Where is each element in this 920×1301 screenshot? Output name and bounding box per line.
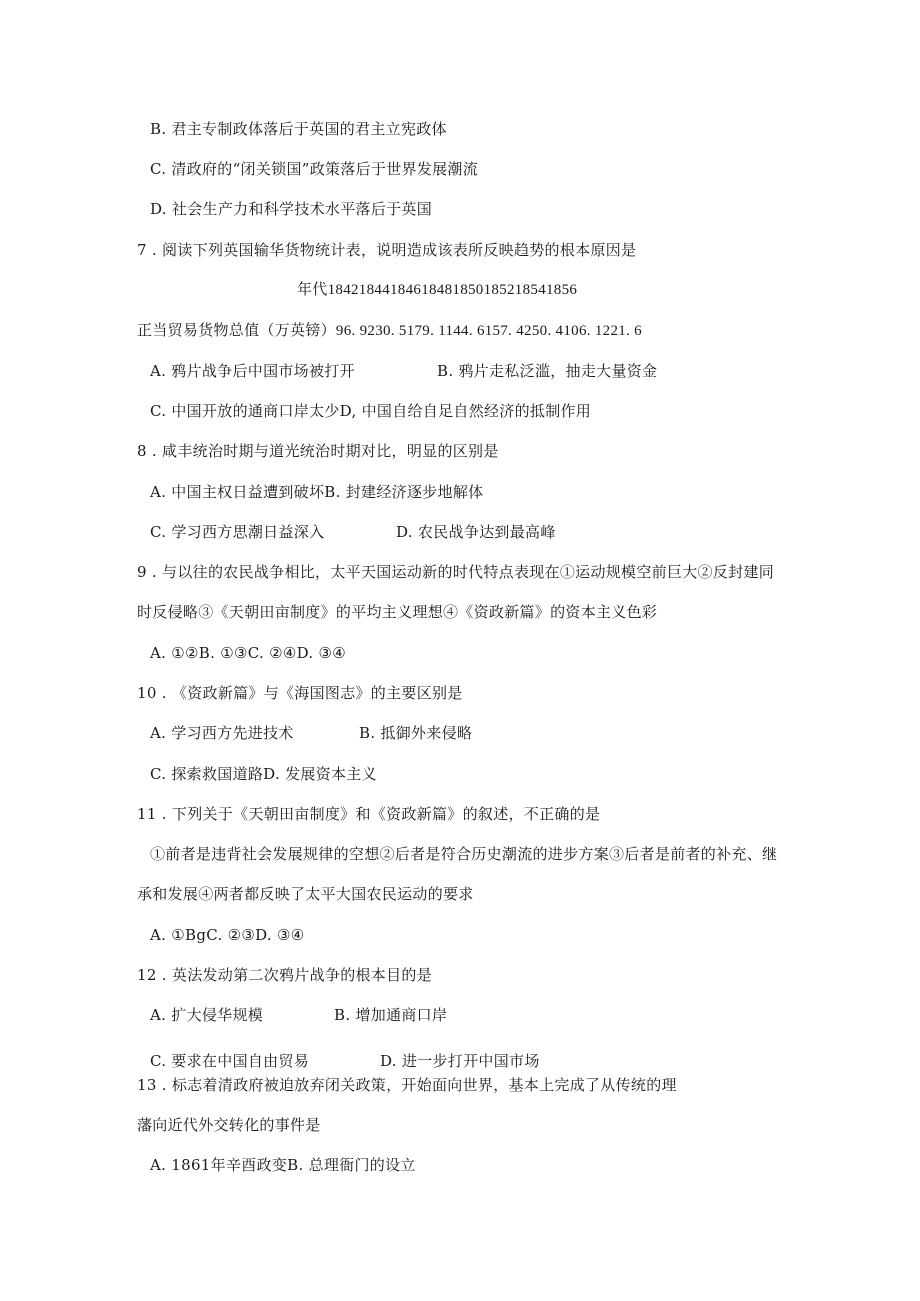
q12-option-c: C. 要求在中国自由贸易 — [150, 1052, 310, 1070]
q6-option-d: D. 社会生产力和科学技术水平落后于英国 — [150, 200, 433, 218]
q11-options: A. ①BgC. ②③D. ③④ — [150, 926, 305, 944]
q8-option-ab: A. 中国主权日益遭到破坏B. 封建经济逐步地解体 — [150, 483, 484, 501]
q8-option-c: C. 学习西方思潮日益深入 — [150, 523, 325, 541]
q7-option-b: B. 鸦片走私泛滥，抽走大量资金 — [437, 362, 658, 380]
q11-statement-2: 承和发展④两者都反映了太平大国农民运动的要求 — [137, 885, 474, 903]
q10-option-b: B. 抵御外来侵略 — [359, 724, 473, 742]
q13-options: A. 1861年辛酉政变B. 总理衙门的设立 — [150, 1156, 416, 1174]
q9-options: A. ①②B. ①③C. ②④D. ③④ — [150, 644, 347, 662]
q7-option-a: A. 鸦片战争后中国市场被打开 — [150, 362, 355, 380]
q13-stem-1: 13 . 标志着清政府被迫放弃闭关政策，开始面向世界，基本上完成了从传统的理 — [137, 1076, 677, 1094]
q10-stem: 10 . 《资政新篇》与《海国图志》的主要区别是 — [137, 684, 463, 702]
q7-stem: 7 . 阅读下列英国输华货物统计表，说明造成该表所反映趋势的根本原因是 — [137, 241, 637, 259]
q13-stem-2: 藩向近代外交转化的事件是 — [137, 1116, 321, 1134]
q8-stem: 8 . 咸丰统治时期与道光统治时期对比，明显的区别是 — [137, 442, 499, 460]
q10-option-cd: C. 探索救国道路D. 发展资本主义 — [150, 765, 377, 783]
q12-stem: 12 . 英法发动第二次鸦片战争的根本目的是 — [137, 966, 432, 984]
q7-table-years: 年代18421844184618481850185218541856 — [297, 282, 578, 298]
q12-option-b: B. 增加通商口岸 — [334, 1006, 448, 1024]
q6-option-c: C. 清政府的“闭关锁国”政策落后于世界发展潮流 — [150, 160, 479, 178]
q7-table-values: 正当贸易货物总值（万英镑）96. 9230. 5179. 1144. 6157. 4250. 4106. 1221. 6 — [137, 323, 642, 339]
q8-option-d: D. 农民战争达到最高峰 — [396, 523, 556, 541]
q10-option-a: A. 学习西方先进技术 — [150, 724, 294, 742]
q11-statement-1: ①前者是违背社会发展规律的空想②后者是符合历史潮流的进步方案③后者是前者的补充、继 — [150, 845, 778, 863]
q12-option-d: D. 进一步打开中国市场 — [380, 1052, 540, 1070]
q12-option-a: A. 扩大侵华规模 — [150, 1006, 264, 1024]
q6-option-b: B. 君主专制政体落后于英国的君主立宪政体 — [150, 120, 447, 138]
q9-stem-1: 9 . 与以往的农民战争相比，太平天国运动新的时代特点表现在①运动规模空前巨大②反封建同 — [137, 563, 775, 581]
q7-option-cd: C. 中国开放的通商口岸太少D, 中国自给自足自然经济的抵制作用 — [150, 402, 592, 420]
q11-stem: 11 . 下列关于《天朝田亩制度》和《资政新篇》的叙述，不正确的是 — [137, 805, 601, 823]
q9-stem-2: 时反侵略③《天朝田亩制度》的平均主义理想④《资政新篇》的资本主义色彩 — [137, 603, 658, 621]
